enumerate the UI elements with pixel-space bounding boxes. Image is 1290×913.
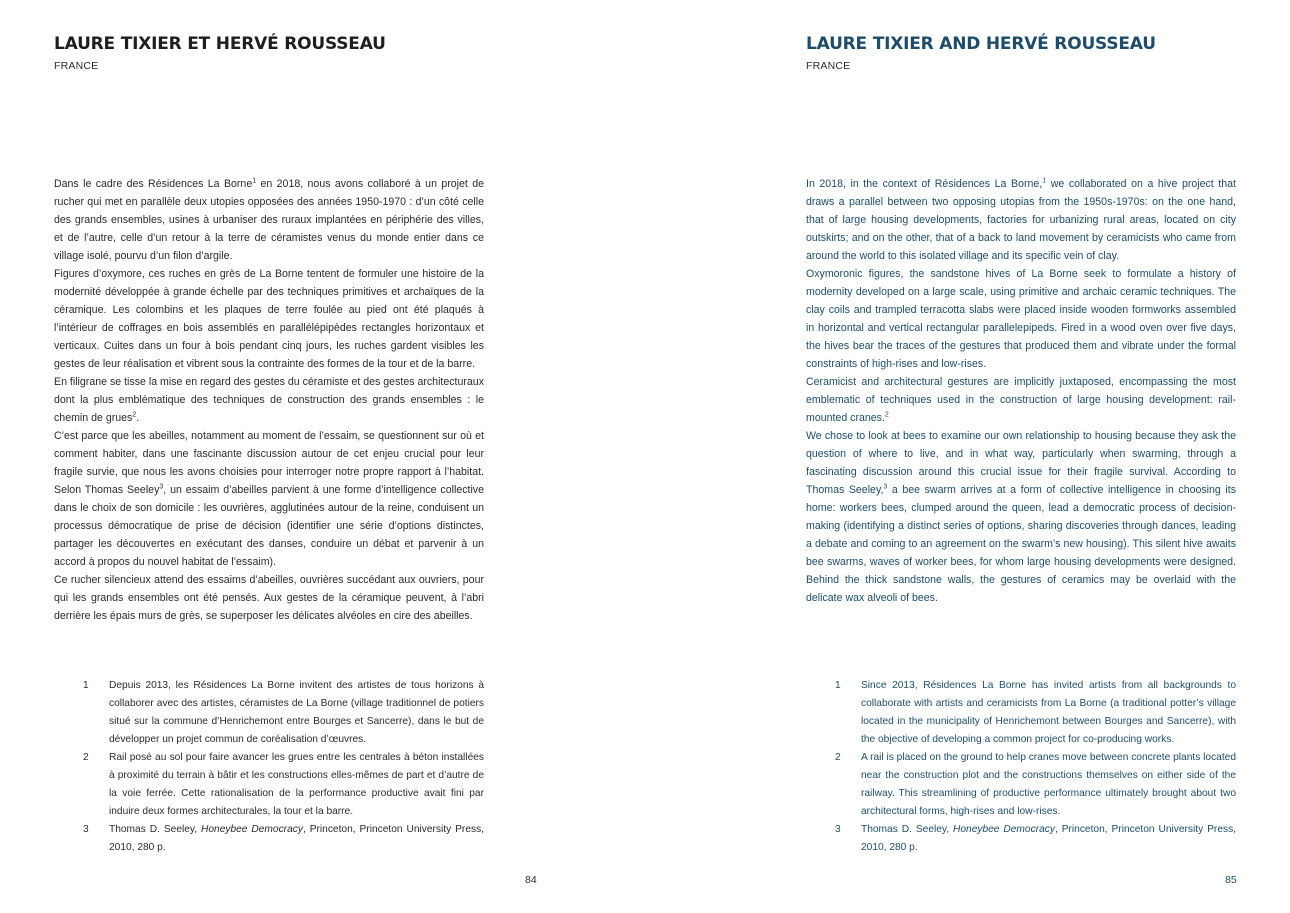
paragraph: Oxymoronic figures, the sandstone hives of La Borne seek to formulate a history of modernity developed on a large scale, using primitive and archaic ceramic techniques. The clay coils and trampled terracotta slabs were placed inside wooden formworks assembled in horizontal and vertical rectangular parallelepipeds. Fired in a wood oven over five days, the hives bear the traces of the gestures that produced them and vibrate under the formal constraints of high-rises and low-rises. xyxy=(806,268,1236,370)
footnote-ref[interactable]: 3 xyxy=(883,483,888,491)
footnote-number: 1 xyxy=(83,680,89,691)
footnote-number: 1 xyxy=(835,680,841,691)
footnote-text: Rail posé au sol pour faire avancer les grues entre les centrales à béton installées à proximité du terrain à bâtir et les constructions elles-mêmes de part et d’autre de la voie ferrée. Cette rationalisation de la performance productive avait fini par induire deux formes architecturales, la tour et la barre. xyxy=(109,752,484,817)
footnote-ref[interactable]: 2 xyxy=(132,411,137,419)
footnote-number: 2 xyxy=(83,752,89,763)
book-title: Honeybee Democracy xyxy=(201,824,303,835)
page-number: 85 xyxy=(1225,874,1237,886)
country-label: FRANCE xyxy=(806,60,851,72)
paragraph: Figures d’oxymore, ces ruches en grès de La Borne tentent de formuler une histoire de la modernité développée à grande échelle par des techniques primitives et archaïques de la céramique. Les colombins et les plaques de terre foulée au pied ont été plaqués à l’intérieur de coffrages en bois assemblés en parallélépipèdes rectangles horizontaux et verticaux. Cuites dans un four à bois pendant cinq jours, les ruches gardent visibles les gestes de leur réalisation et vibrent sous la contrainte des formes de la tour et de la barre. xyxy=(54,268,484,370)
paragraph: Dans le cadre des Résidences La Borne$^1$ en 2018, nous avons collaboré à un projet de rucher qui met en parallèle deux utopies opposées des années 1950-1970 : d’un côté celle des grands ensembles, usines à urbaniser des ruraux implantées en périphérie des villes, et de l’autre, celle d’un retour à la terre de céramistes venus du monde entier dans ce village isolé, pourvu d’un filon d’argile. xyxy=(54,177,484,262)
paragraph: C’est parce que les abeilles, notamment au moment de l’essaim, se questionnent sur où et comment habiter, dans une fascinante discussion autour de cet enjeu crucial pour leur fragile survie, que nous les avons choisies pour interroger notre propre rapport à l’habitat. Selon Thomas Seeley$^3$, un essaim d’abeilles parvient à une forme d’intelligence collective dans le choix de son domicile : les ouvrières, agglutinées autour de la reine, conduisent un processus démocratique de prise de décision (identifier une série d’options distinctes, partager les découvertes en exécutant des danses, conduire un débat et parvenir à un accord à propos du nouvel habitat de l’essaim). xyxy=(54,430,484,568)
footnote-ref[interactable]: 1 xyxy=(252,177,257,185)
footnote-text: Thomas D. Seeley, Honeybee Democracy, Princeton, Princeton University Press, 2010, 280 p. xyxy=(861,824,1237,853)
footnote-ref[interactable]: 3 xyxy=(159,483,164,491)
footnote-text: Depuis 2013, les Résidences La Borne invitent des artistes de tous horizons à collaborer avec des artistes, céramistes de La Borne (village traditionnel de potiers situé sur la commune d’Henrichemont entre Bourges et Sancerre), dans le but de développer un projet commun de coréalisation d’œuvres. xyxy=(109,680,484,745)
footnote xyxy=(54,677,484,749)
footnote-ref[interactable]: 1 xyxy=(1042,177,1047,185)
footnote-number: 3 xyxy=(835,824,841,835)
footnotes xyxy=(806,677,1236,857)
paragraph: In 2018, in the context of Résidences La Borne,$^1$ we collaborated on a hive project that draws a parallel between two opposing utopias from the 1950s-1970s: on the one hand, that of large housing developments, factories for urbanizing rural areas, located on city outskirts; and on the other, that of a back to land movement by ceramicists who came from around the world to this isolated village and its specific vein of clay. xyxy=(806,177,1236,262)
footnote-text: A rail is placed on the ground to help cranes move between concrete plants located near the construction plot and the constructions themselves on either side of the railway. This streamlining of productive performance ultimately brought about two architectural forms, high-rises and low-rises. xyxy=(861,752,1236,817)
body-text xyxy=(806,175,1236,607)
footnote xyxy=(54,821,484,857)
right-page xyxy=(645,0,1290,913)
book-title: Honeybee Democracy xyxy=(953,824,1055,835)
footnote-text: Since 2013, Résidences La Borne has invited artists from all backgrounds to collaborate with artists and ceramicists from La Borne (a traditional potter’s village located in the municipality of Henrichemont between Bourges and Sancerre), with the objective of developing a common project for co-producing works. xyxy=(861,680,1236,745)
footnote-text: Thomas D. Seeley, Honeybee Democracy, Princeton, Princeton University Press, 2010, 280 p. xyxy=(109,824,485,853)
page-number: 84 xyxy=(525,874,537,886)
footnote xyxy=(54,749,484,821)
footnote xyxy=(806,821,1236,857)
body-text xyxy=(54,175,484,625)
paragraph: We chose to look at bees to examine our own relationship to housing because they ask the question of where to live, and in what way, particularly when swarming, through a fascinating discussion around this crucial issue for their fragile survival. According to Thomas Seeley,$^3$ a bee swarm arrives at a form of collective intelligence in choosing its home: workers bees, clumped around the queen, lead a democratic process of decision-making (identifying a distinct series of options, sharing discoveries through dances, leading a debate and coming to an agreement on the swarm’s new housing). This silent hive awaits bee swarms, waves of worker bees, for whom large housing developments were designed. Behind the thick sandstone walls, the gestures of ceramics may be overlaid with the delicate wax alveoli of bees. xyxy=(806,430,1236,604)
footnote-number: 2 xyxy=(835,752,841,763)
page-title: LAURE TIXIER ET HERVÉ ROUSSEAU xyxy=(54,34,386,54)
paragraph: Ce rucher silencieux attend des essaims d’abeilles, ouvrières succédant aux ouvriers, pour qui les grands ensembles ont été pensés. Aux gestes de la céramique peuvent, à l’abri derrière les épais murs de grès, se superposer les délicates alvéoles en cire des abeilles. xyxy=(54,574,484,622)
paragraph: En filigrane se tisse la mise en regard des gestes du céramiste et des gestes architecturaux dont la plus emblématique des techniques de construction des grands ensembles : le chemin de grues$^2$. xyxy=(54,376,484,424)
footnote xyxy=(806,749,1236,821)
footnote-ref[interactable]: 2 xyxy=(884,411,889,419)
country-label: FRANCE xyxy=(54,60,99,72)
footnote xyxy=(806,677,1236,749)
footnote-number: 3 xyxy=(83,824,89,835)
paragraph: Ceramicist and architectural gestures are implicitly juxtaposed, encompassing the most emblematic of techniques used in the construction of large housing development: rail-mounted cranes.$^2$ xyxy=(806,376,1236,424)
page-title: LAURE TIXIER AND HERVÉ ROUSSEAU xyxy=(806,34,1156,54)
footnotes xyxy=(54,677,484,857)
